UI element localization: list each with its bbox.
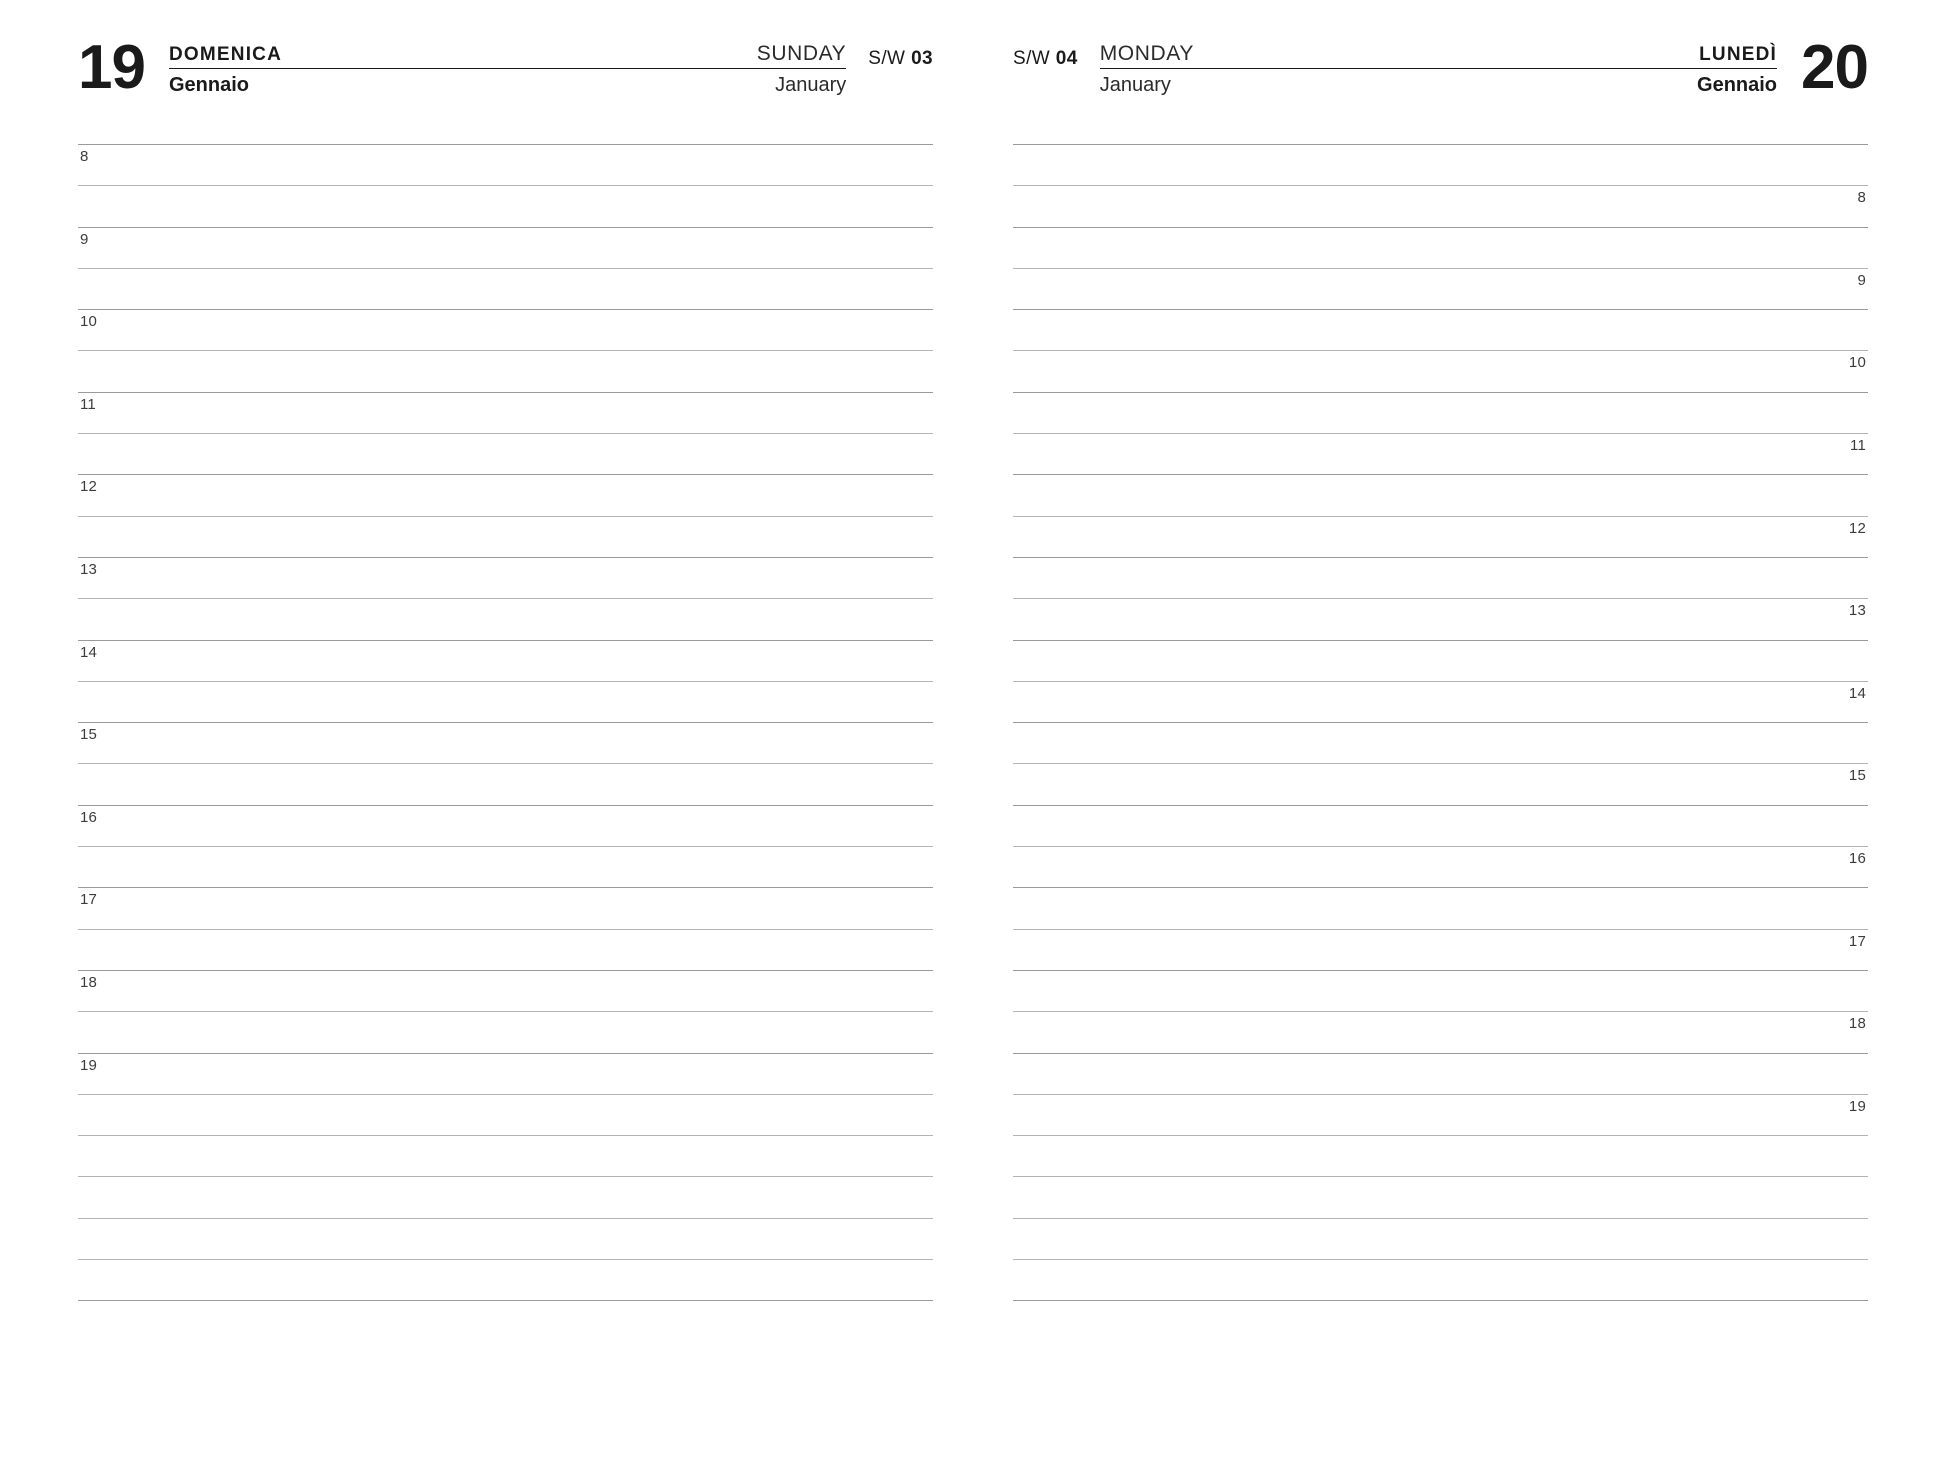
hour-label: 13 [80,560,98,578]
time-row[interactable] [1013,598,1868,639]
time-row[interactable] [78,1135,933,1176]
time-row[interactable] [1013,309,1868,350]
left-week-number: 03 [911,48,933,69]
hour-label: 19 [1848,1097,1866,1115]
time-row[interactable] [1013,805,1868,846]
left-header-row-month [169,69,846,99]
time-row[interactable] [1013,1135,1868,1176]
left-day-number: 19 [78,33,145,102]
left-header-row-weekday [169,42,846,69]
time-row[interactable] [78,1053,933,1094]
right-week-number: 04 [1055,48,1078,69]
time-row[interactable] [1013,929,1868,970]
right-week-indicator [1013,42,1078,70]
time-row[interactable] [78,598,933,639]
left-month-italian: Gennaio [168,74,249,97]
time-row[interactable] [1013,185,1868,226]
right-month-english: January [1099,74,1171,97]
right-header-labels [1100,42,1777,99]
right-header-row-month [1100,69,1777,99]
time-row[interactable] [78,681,933,722]
time-row[interactable] [78,1011,933,1052]
time-row[interactable] [78,144,933,185]
hour-label: 12 [1848,519,1866,537]
grid-bottom-rule [78,1300,933,1301]
time-row[interactable] [1013,1176,1868,1217]
hour-label: 18 [1848,1015,1866,1033]
time-row[interactable] [78,268,933,309]
hour-label: 16 [1848,850,1866,868]
time-row[interactable] [1013,1259,1868,1300]
hour-label: 9 [80,230,89,248]
left-week-label: S/W [868,48,906,69]
time-row[interactable] [1013,722,1868,763]
hour-label: 15 [80,726,98,744]
time-row[interactable] [78,1094,933,1135]
right-page [973,0,1946,1459]
left-month-english: January [775,74,847,97]
hour-label: 9 [1857,271,1866,289]
time-row[interactable] [78,846,933,887]
time-row[interactable] [78,227,933,268]
time-row[interactable] [1013,846,1868,887]
time-row[interactable] [1013,1053,1868,1094]
time-row[interactable] [78,433,933,474]
time-row[interactable] [1013,516,1868,557]
time-row[interactable] [1013,1218,1868,1259]
hour-label: 10 [80,313,98,331]
time-row[interactable] [78,1259,933,1300]
time-row[interactable] [78,557,933,598]
time-row[interactable] [78,516,933,557]
hour-label: 17 [80,891,98,909]
right-week-label: S/W [1013,48,1051,69]
left-time-grid [78,144,933,1301]
right-weekday-italian: LUNEDÌ [1699,44,1778,65]
left-weekday-italian: DOMENICA [168,44,283,65]
hour-label: 16 [80,808,98,826]
grid-bottom-rule [1013,1300,1868,1301]
left-header-labels [169,42,846,99]
right-page-header [1013,0,1868,102]
time-row[interactable] [78,970,933,1011]
time-row[interactable] [78,722,933,763]
time-row[interactable] [78,350,933,391]
right-header-row-weekday [1100,42,1777,69]
time-row[interactable] [1013,433,1868,474]
time-row[interactable] [78,763,933,804]
left-week-indicator [868,42,933,70]
time-row[interactable] [1013,144,1868,185]
hour-label: 8 [1857,189,1866,207]
hour-label: 11 [80,395,96,413]
time-row[interactable] [1013,681,1868,722]
time-row[interactable] [78,474,933,515]
right-weekday-english: MONDAY [1099,42,1194,65]
time-row[interactable] [1013,350,1868,391]
right-month-italian: Gennaio [1697,74,1778,97]
hour-label: 19 [80,1056,98,1074]
hour-label: 14 [1848,684,1866,702]
time-row[interactable] [1013,1094,1868,1135]
hour-label: 12 [80,478,98,496]
time-row[interactable] [78,1176,933,1217]
hour-label: 11 [1850,437,1866,455]
time-row[interactable] [1013,227,1868,268]
hour-label: 13 [1848,602,1866,620]
hour-label: 18 [80,973,98,991]
time-row[interactable] [1013,763,1868,804]
time-row[interactable] [1013,268,1868,309]
time-row[interactable] [78,929,933,970]
right-time-grid [1013,144,1868,1301]
time-row[interactable] [1013,557,1868,598]
time-row[interactable] [1013,392,1868,433]
time-row[interactable] [78,887,933,928]
left-weekday-english: SUNDAY [756,42,847,65]
hour-label: 17 [1848,932,1866,950]
time-row[interactable] [78,309,933,350]
time-row[interactable] [78,805,933,846]
time-row[interactable] [78,185,933,226]
right-day-number: 20 [1801,33,1868,102]
time-row[interactable] [1013,640,1868,681]
time-row[interactable] [1013,1011,1868,1052]
hour-label: 8 [80,148,89,165]
time-row[interactable] [1013,887,1868,928]
time-row[interactable] [78,392,933,433]
time-row[interactable] [78,640,933,681]
hour-label: 14 [80,643,98,661]
time-row[interactable] [1013,970,1868,1011]
hour-label: 15 [1848,767,1866,785]
left-page-header [78,0,933,102]
hour-label: 10 [1848,354,1866,372]
time-row[interactable] [1013,474,1868,515]
time-row[interactable] [78,1218,933,1259]
